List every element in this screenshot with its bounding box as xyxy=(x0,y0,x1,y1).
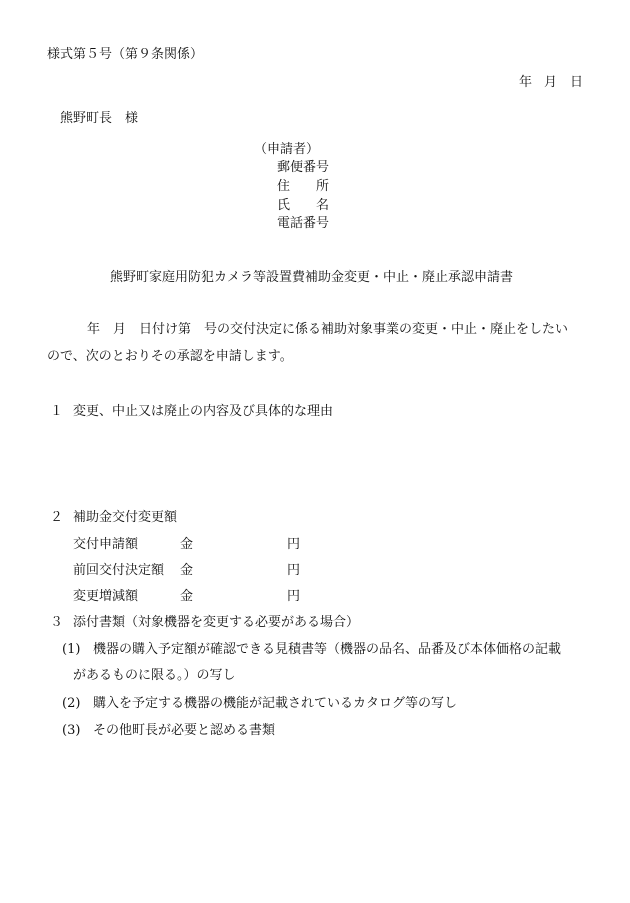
attachment-item-number: (2) xyxy=(62,696,81,711)
applicant-address-label: 住 所 xyxy=(277,179,330,194)
applicant-heading: （申請者） xyxy=(254,142,320,157)
addressee: 熊野町長 様 xyxy=(60,111,139,126)
amount-label: 変更増減額 xyxy=(73,589,139,604)
attachment-item-text: 機器の購入予定額が確認できる見積書等（機器の品名、品番及び本体価格の記載 xyxy=(93,642,562,657)
attachment-item-number: (3) xyxy=(62,723,81,738)
section-1-title: 変更、中止又は廃止の内容及び具体的な理由 xyxy=(73,404,334,419)
intro-line-2: ので、次のとおりその承認を申請します。 xyxy=(47,349,293,364)
amount-prefix: 金 xyxy=(180,589,194,604)
amount-unit: 円 xyxy=(287,589,301,604)
applicant-phone-label: 電話番号 xyxy=(277,216,330,231)
attachment-item-text-continued: があるものに限る。）の写し xyxy=(73,668,236,683)
date-month-label: 月 xyxy=(544,75,558,90)
date-year-label: 年 xyxy=(519,75,533,90)
applicant-name-label: 氏 名 xyxy=(277,198,330,213)
section-3-title: 添付書類（対象機器を変更する必要がある場合） xyxy=(73,615,360,630)
attachment-item-number: (1) xyxy=(62,642,81,657)
intro-line-1: 年 月 日付け第 号の交付決定に係る補助対象事業の変更・中止・廃止をしたい xyxy=(87,322,569,337)
amount-label: 前回交付決定額 xyxy=(73,563,165,578)
section-2-title: 補助金交付変更額 xyxy=(73,510,178,525)
attachment-item-text: その他町長が必要と認める書類 xyxy=(93,723,276,738)
section-1-number: １ xyxy=(50,404,64,419)
amount-unit: 円 xyxy=(287,537,301,552)
attachment-item-text: 購入を予定する機器の機能が記載されているカタログ等の写し xyxy=(93,696,458,711)
date-day-label: 日 xyxy=(570,75,584,90)
applicant-postal-code-label: 郵便番号 xyxy=(277,160,330,175)
section-3-number: ３ xyxy=(50,615,64,630)
document-title: 熊野町家庭用防犯カメラ等設置費補助金変更・中止・廃止承認申請書 xyxy=(110,270,514,285)
section-2-number: ２ xyxy=(50,510,64,525)
amount-prefix: 金 xyxy=(180,537,194,552)
form-number: 様式第５号（第９条関係） xyxy=(47,47,204,62)
amount-label: 交付申請額 xyxy=(73,537,139,552)
amount-unit: 円 xyxy=(287,563,301,578)
amount-prefix: 金 xyxy=(180,563,194,578)
